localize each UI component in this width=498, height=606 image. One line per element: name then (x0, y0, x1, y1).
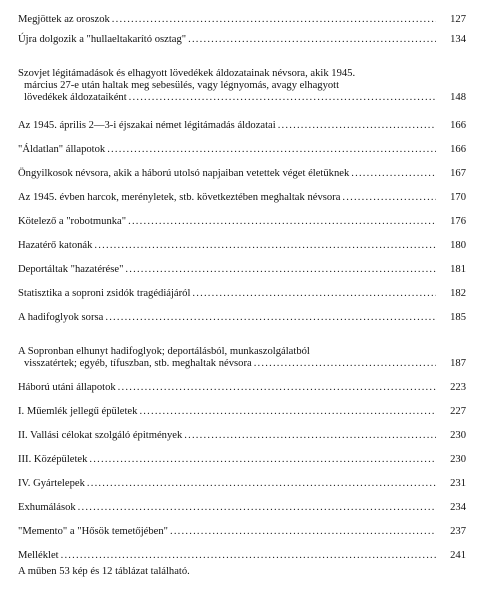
toc-entry (18, 346, 466, 382)
leader-dots (129, 92, 436, 104)
toc-entry-title: Kötelező a "robotmunka" (18, 216, 127, 227)
toc-page-number: 181 (450, 264, 466, 275)
toc-page-number: 182 (450, 288, 466, 299)
toc-page-number: 241 (450, 550, 466, 561)
toc-page-number: 166 (450, 144, 466, 155)
toc-entry-title: "Memento" a "Hősök temetőjében" (18, 526, 168, 537)
toc-entry (18, 502, 466, 526)
leader-dots (78, 502, 436, 514)
leader-dots (118, 382, 436, 394)
toc-page-number: 166 (450, 120, 466, 131)
table-of-contents (18, 14, 466, 574)
leader-dots (128, 216, 436, 228)
leader-dots (125, 264, 436, 276)
leader-dots (254, 358, 436, 370)
leader-dots (170, 526, 436, 538)
toc-entry-title: visszatértek; egyéb, tífuszban, stb. meghaltak névsora (24, 358, 252, 369)
leader-dots (105, 312, 436, 324)
toc-entry (18, 192, 466, 216)
toc-entry (18, 454, 466, 478)
toc-entry-line: Szovjet légitámadások és elhagyott lövedékek áldozatainak névsora, akik 1945. (18, 68, 356, 79)
toc-page-number: 231 (450, 478, 466, 489)
toc-entry-title: Statisztika a soproni zsidók tragédiájáról (18, 288, 191, 299)
toc-entry (18, 216, 466, 240)
toc-entry (18, 312, 466, 346)
leader-dots (87, 478, 436, 490)
toc-entry-title: Az 1945. április 2—3-i éjszakai német légitámadás áldozatai (18, 120, 276, 131)
toc-entry-title: Az 1945. évben harcok, merényletek, stb. következtében meghaltak névsora (18, 192, 341, 203)
toc-entry-title: "Áldatlan" állapotok (18, 144, 106, 155)
toc-entry (18, 288, 466, 312)
toc-page-number: 185 (450, 312, 466, 323)
toc-entry-title: Exhumálások (18, 502, 76, 513)
toc-entry-title: lövedékek áldozataiként (24, 92, 127, 103)
toc-page-number: 223 (450, 382, 466, 393)
toc-entry-title: II. Vallási célokat szolgáló épitmények (18, 430, 183, 441)
leader-dots (139, 406, 436, 418)
toc-page-number: 127 (450, 14, 466, 25)
footnote-summary: A műben 53 kép és 12 táblázat található. (18, 566, 190, 577)
toc-entry-line: március 27-e után haltak meg sebesülés, vagy légnyomás, avagy elhagyott (24, 80, 340, 91)
toc-entry (18, 264, 466, 288)
toc-entry-title: Deportáltak "hazatérése" (18, 264, 124, 275)
leader-dots (188, 34, 436, 46)
toc-page-number: 170 (450, 192, 466, 203)
toc-entry-title: Hazatérő katonák (18, 240, 93, 251)
toc-entry (18, 68, 466, 120)
toc-entry-title: Melléklet (18, 550, 59, 561)
leader-dots (184, 430, 436, 442)
toc-entry (18, 382, 466, 406)
toc-page-number: 134 (450, 34, 466, 45)
toc-page-number: 237 (450, 526, 466, 537)
toc-page-number: 180 (450, 240, 466, 251)
toc-entry (18, 240, 466, 264)
toc-page-number: 148 (450, 92, 466, 103)
toc-entry (18, 120, 466, 144)
toc-page-number: 230 (450, 454, 466, 465)
toc-entry-title: Háború utáni állapotok (18, 382, 116, 393)
leader-dots (61, 550, 436, 562)
toc-entry-title: A hadifoglyok sorsa (18, 312, 104, 323)
toc-entry-title: Újra dolgozik a "hullaeltakarító osztag" (18, 34, 187, 45)
leader-dots (94, 240, 436, 252)
toc-entry (18, 478, 466, 502)
toc-entry-line: A Sopronban elhunyt hadifoglyok; deportálásból, munkaszolgálatból (18, 346, 310, 357)
toc-page-number: 167 (450, 168, 466, 179)
toc-entry (18, 168, 466, 192)
toc-page-number: 230 (450, 430, 466, 441)
toc-entry-title: I. Műemlék jellegű épületek (18, 406, 138, 417)
toc-entry (18, 34, 466, 68)
toc-entry-title: Öngyilkosok névsora, akik a háború utolsó napjaiban vetettek véget életüknek (18, 168, 350, 179)
toc-entry-title: III. Középületek (18, 454, 88, 465)
toc-page-number: 187 (450, 358, 466, 369)
leader-dots (342, 192, 436, 204)
toc-entry (18, 406, 466, 430)
leader-dots (89, 454, 436, 466)
leader-dots (192, 288, 436, 300)
leader-dots (107, 144, 436, 156)
leader-dots (112, 14, 436, 26)
toc-entry (18, 526, 466, 550)
toc-entry (18, 14, 466, 34)
leader-dots (278, 120, 436, 132)
toc-entry (18, 430, 466, 454)
toc-page-number: 176 (450, 216, 466, 227)
toc-entry-title: Megjöttek az oroszok (18, 14, 110, 25)
toc-page-number: 234 (450, 502, 466, 513)
toc-page-number: 227 (450, 406, 466, 417)
leader-dots (351, 168, 436, 180)
toc-entry (18, 144, 466, 168)
toc-entry-title: IV. Gyártelepek (18, 478, 85, 489)
